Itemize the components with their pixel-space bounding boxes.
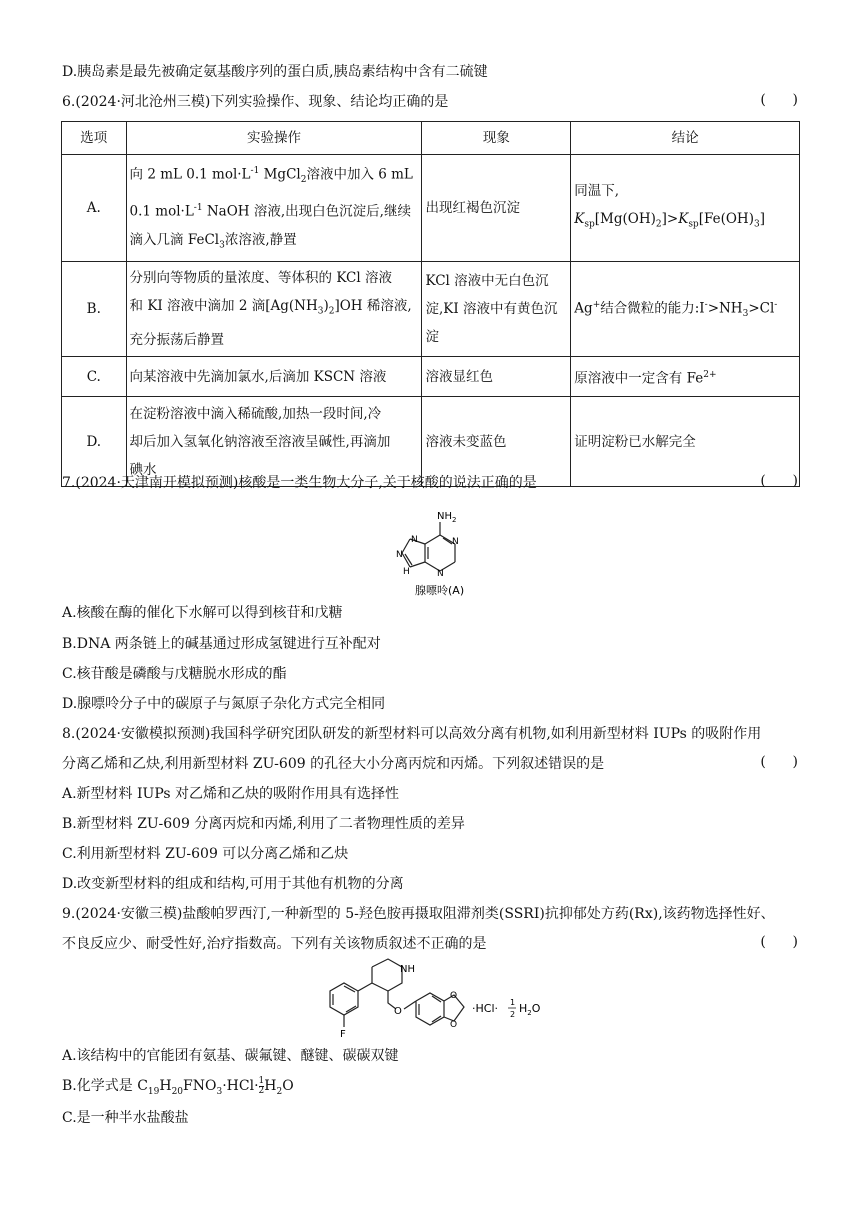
header-phenomenon: 现象 xyxy=(422,122,571,155)
header-operation: 实验操作 xyxy=(126,122,422,155)
q9-answer-paren: ( ) xyxy=(760,934,798,950)
nh2-label: $NH_2$ xyxy=(437,511,457,524)
row-b-conclusion: Ag+结合微粒的能力$:I^->NH_3>Cl^-$ xyxy=(571,262,800,357)
table-header-row xyxy=(62,122,800,155)
row-d-conclusion: 证明淀粉已水解完全 xyxy=(571,397,800,487)
table-row-c xyxy=(62,357,800,397)
row-c-operation: 向某溶液中先滴加氯水,后滴加 KSCN 溶液 xyxy=(126,357,422,397)
header-conclusion: 结论 xyxy=(571,122,800,155)
q9-option-a: A.该结构中的官能团有氨基、碳氟键、醚键、碳碳双键 xyxy=(62,1048,399,1064)
q7-answer-paren: ( ) xyxy=(760,473,798,489)
row-a-phenomenon: 出现红褐色沉淀 xyxy=(422,155,571,262)
q8-answer-paren: ( ) xyxy=(760,754,798,770)
q8-stem-line1: 8.(2024·安徽模拟预测)我国科学研究团队研发的新型材料可以高效分离有机物,如利用新型材料 IUPs 的吸附作用 xyxy=(62,726,762,742)
fraction-denominator: 2 xyxy=(510,1010,516,1019)
row-c-label: C. xyxy=(62,357,127,397)
row-a-operation: 向 2 mL 0.1 $mol\cdot L^{-1}$ MgCl$_2$溶液中加入 6 mL 0.1 $mol\cdot L^{-1}$ NaOH 溶液,出现白色沉淀后,继续 滴入几滴 FeCl$_3$浓溶液,静置 xyxy=(126,155,422,262)
row-d-operation: 在淀粉溶液中滴入稀硫酸,加热一段时间,冷 却后加入氢氧化钠溶液至溶液呈碱性,再滴加 碘水 xyxy=(126,397,422,487)
q9-option-b: B.化学式是 $C_{19}H_{20}FNO_3\cdot HCl\cdot$ $\frac{1}{2}$ $H_2O$ xyxy=(62,1075,294,1097)
f-label: F xyxy=(340,1029,346,1040)
svg-text:N: N xyxy=(411,535,418,545)
table-row-b xyxy=(62,262,800,357)
row-b-operation: 分别向等物质的量浓度、等体积的 KCl 溶液 和 KI 溶液中滴加 2 滴$[Ag(NH_3)_2]OH$ 稀溶液, 充分振荡后静置 xyxy=(126,262,422,357)
q9-stem-line1: 9.(2024·安徽三模)盐酸帕罗西汀,一种新型的 5-羟色胺再摄取阻滞剂类(SSRI)抗抑郁处方药(Rx),该药物选择性好、 xyxy=(62,906,775,922)
row-d-phenomenon: 溶液未变蓝色 xyxy=(422,397,571,487)
row-b-label: B. xyxy=(62,262,127,357)
o-label-dioxole-bottom: O xyxy=(450,1020,458,1030)
water-label: $H_2O$ xyxy=(519,1002,541,1017)
row-b-phenomenon: KCl 溶液中无白色沉 淀,KI 溶液中有黄色沉 淀 xyxy=(422,262,571,357)
q6-table xyxy=(61,121,800,487)
q8-option-b: B.新型材料 ZU-609 分离丙烷和丙烯,利用了二者物理性质的差异 xyxy=(62,816,465,832)
q7-option-d: D.腺嘌呤分子中的碳原子与氮原子杂化方式完全相同 xyxy=(62,696,386,712)
o-label: O xyxy=(394,1006,402,1017)
q6-stem: 6.(2024·河北沧州三模)下列实验操作、现象、结论均正确的是 xyxy=(62,94,449,110)
row-a-label: A. xyxy=(62,155,127,262)
svg-text:H: H xyxy=(403,567,410,577)
row-c-phenomenon: 溶液显红色 xyxy=(422,357,571,397)
q7-option-a: A.核酸在酶的催化下水解可以得到核苷和戊糖 xyxy=(62,605,343,621)
q7-stem: 7.(2024·天津南开模拟预测)核酸是一类生物大分子,关于核酸的说法正确的是 xyxy=(62,475,537,491)
adenine-structure-image xyxy=(385,500,485,600)
q8-option-a: A.新型材料 IUPs 对乙烯和乙炔的吸附作用具有选择性 xyxy=(62,786,400,802)
row-a-conclusion: 同温下, $K_{sp}[Mg(OH)_2]>K_{sp}[Fe(OH)_3]$ xyxy=(571,155,800,262)
svg-text:N: N xyxy=(396,550,403,560)
paroxetine-structure-image xyxy=(320,955,550,1040)
nh-label: NH xyxy=(400,964,415,975)
row-d-label: D. xyxy=(62,397,127,487)
q7-option-c: C.核苷酸是磷酸与戊糖脱水形成的酯 xyxy=(62,666,287,682)
svg-text:N: N xyxy=(452,537,459,547)
q8-option-d: D.改变新型材料的组成和结构,可用于其他有机物的分离 xyxy=(62,876,404,892)
q6-answer-paren: ( ) xyxy=(760,92,798,108)
adenine-caption: 腺嘌呤(A) xyxy=(415,584,465,597)
q7-option-b: B.DNA 两条链上的碱基通过形成氢键进行互补配对 xyxy=(62,636,381,652)
o-label-dioxole-top: O xyxy=(450,991,458,1001)
q8-option-c: C.利用新型材料 ZU-609 可以分离乙烯和乙炔 xyxy=(62,846,349,862)
row-c-conclusion: 原溶液中一定含有 $Fe^{2+}$ xyxy=(571,357,800,397)
q9-option-c: C.是一种半水盐酸盐 xyxy=(62,1110,189,1126)
table-row-a xyxy=(62,155,800,262)
fraction-numerator: 1 xyxy=(510,998,516,1007)
svg-text:N: N xyxy=(437,569,444,579)
header-option: 选项 xyxy=(62,122,127,155)
hcl-label: ·HCl· xyxy=(472,1002,499,1015)
q8-stem-line2: 分离乙烯和乙炔,利用新型材料 ZU-609 的孔径大小分离丙烷和丙烯。下列叙述错误的是 xyxy=(62,756,605,772)
q9-stem-line2: 不良反应少、耐受性好,治疗指数高。下列有关该物质叙述不正确的是 xyxy=(62,936,487,952)
q5-option-d: D.胰岛素是最先被确定氨基酸序列的蛋白质,胰岛素结构中含有二硫键 xyxy=(62,64,488,80)
